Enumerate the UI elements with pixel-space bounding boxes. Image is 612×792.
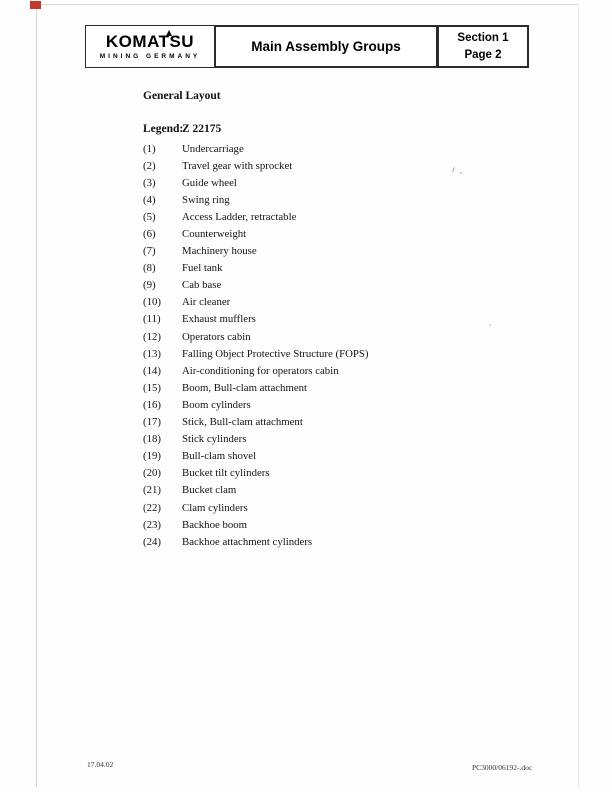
list-item bbox=[143, 294, 483, 311]
list-item bbox=[143, 379, 483, 396]
item-number: (14) bbox=[143, 364, 161, 377]
legend-line bbox=[143, 123, 221, 135]
item-label: Machinery house bbox=[182, 245, 257, 258]
item-label: Cab base bbox=[182, 279, 222, 292]
item-number: (1) bbox=[143, 142, 156, 155]
item-number: (12) bbox=[143, 330, 161, 343]
list-item bbox=[143, 174, 483, 191]
list-item bbox=[143, 499, 483, 516]
list-item bbox=[143, 516, 483, 533]
item-label: Backhoe attachment cylinders bbox=[182, 535, 313, 548]
list-item bbox=[143, 431, 483, 448]
list-item bbox=[143, 396, 483, 413]
page-title-text: Main Assembly Groups bbox=[251, 39, 401, 54]
item-number: (5) bbox=[143, 210, 156, 223]
list-item bbox=[143, 414, 483, 431]
logo-wedge-icon bbox=[166, 30, 172, 36]
item-label: Stick cylinders bbox=[182, 433, 247, 446]
list-item bbox=[143, 482, 483, 499]
scan-artifact bbox=[489, 324, 491, 326]
legend-list bbox=[143, 140, 483, 550]
list-item bbox=[143, 328, 483, 345]
item-number: (6) bbox=[143, 228, 156, 241]
list-item bbox=[143, 311, 483, 328]
logo-subtitle: MINING GERMANY bbox=[99, 53, 201, 60]
legend-value: Z 22175 bbox=[182, 123, 222, 135]
list-item bbox=[143, 208, 483, 225]
item-number: (8) bbox=[143, 262, 156, 275]
item-number: (16) bbox=[143, 398, 161, 411]
page-title bbox=[214, 25, 438, 68]
item-label: Guide wheel bbox=[182, 176, 237, 189]
item-number: (21) bbox=[143, 484, 161, 497]
item-label: Backhoe boom bbox=[182, 518, 248, 531]
item-number: (4) bbox=[143, 193, 156, 206]
list-item bbox=[143, 465, 483, 482]
list-item bbox=[143, 225, 483, 242]
item-label: Clam cylinders bbox=[182, 501, 248, 514]
item-number: (19) bbox=[143, 450, 161, 463]
list-item bbox=[143, 140, 483, 157]
item-label: Stick, Bull-clam attachment bbox=[182, 416, 303, 429]
item-number: (20) bbox=[143, 467, 161, 480]
content-heading: General Layout bbox=[143, 90, 221, 102]
section-number: Section 1 bbox=[457, 32, 509, 45]
section-info bbox=[437, 25, 529, 68]
list-item bbox=[143, 191, 483, 208]
item-number: (7) bbox=[143, 245, 156, 258]
item-label: Boom, Bull-clam attachment bbox=[182, 381, 308, 394]
item-number: (10) bbox=[143, 296, 161, 309]
item-number: (11) bbox=[143, 313, 161, 326]
item-label: Boom cylinders bbox=[182, 398, 251, 411]
item-number: (22) bbox=[143, 501, 161, 514]
item-label: Falling Object Protective Structure (FOPS) bbox=[182, 347, 369, 360]
item-number: (13) bbox=[143, 347, 161, 360]
scan-mark bbox=[30, 1, 41, 9]
item-label: Bucket tilt cylinders bbox=[182, 467, 270, 480]
logo-brand-wrap bbox=[106, 33, 194, 51]
item-label: Operators cabin bbox=[182, 330, 251, 343]
list-item bbox=[143, 277, 483, 294]
list-item bbox=[143, 533, 483, 550]
item-number: (24) bbox=[143, 535, 161, 548]
item-label: Bull-clam shovel bbox=[182, 450, 257, 463]
item-label: Exhaust mufflers bbox=[182, 313, 256, 326]
item-number: (3) bbox=[143, 176, 156, 189]
item-label: Bucket clam bbox=[182, 484, 237, 497]
item-label: Undercarriage bbox=[182, 142, 244, 155]
item-label: Travel gear with sprocket bbox=[182, 159, 293, 172]
page-number: Page 2 bbox=[464, 48, 502, 61]
logo-brand-text: KOMATSU bbox=[105, 32, 195, 51]
item-number: (18) bbox=[143, 433, 161, 446]
item-number: (17) bbox=[143, 416, 161, 429]
page-header bbox=[85, 25, 531, 68]
item-label: Air-conditioning for operators cabin bbox=[182, 364, 339, 377]
item-number: (9) bbox=[143, 279, 156, 292]
list-item bbox=[143, 448, 483, 465]
list-item bbox=[143, 243, 483, 260]
item-label: Access Ladder, retractable bbox=[182, 210, 297, 223]
footer-doc-ref: PC3000/06192-.doc bbox=[472, 763, 533, 772]
item-label: Fuel tank bbox=[182, 262, 223, 275]
list-item bbox=[143, 157, 483, 174]
footer-date: 17.04.02 bbox=[87, 760, 114, 769]
list-item bbox=[143, 260, 483, 277]
list-item bbox=[143, 362, 483, 379]
item-label: Air cleaner bbox=[182, 296, 231, 309]
item-label: Swing ring bbox=[182, 193, 230, 206]
komatsu-logo bbox=[85, 25, 215, 68]
list-item bbox=[143, 345, 483, 362]
item-label: Counterweight bbox=[182, 228, 247, 241]
item-number: (2) bbox=[143, 159, 156, 172]
item-number: (23) bbox=[143, 518, 161, 531]
item-number: (15) bbox=[143, 381, 161, 394]
legend-label: Legend: bbox=[143, 123, 184, 135]
